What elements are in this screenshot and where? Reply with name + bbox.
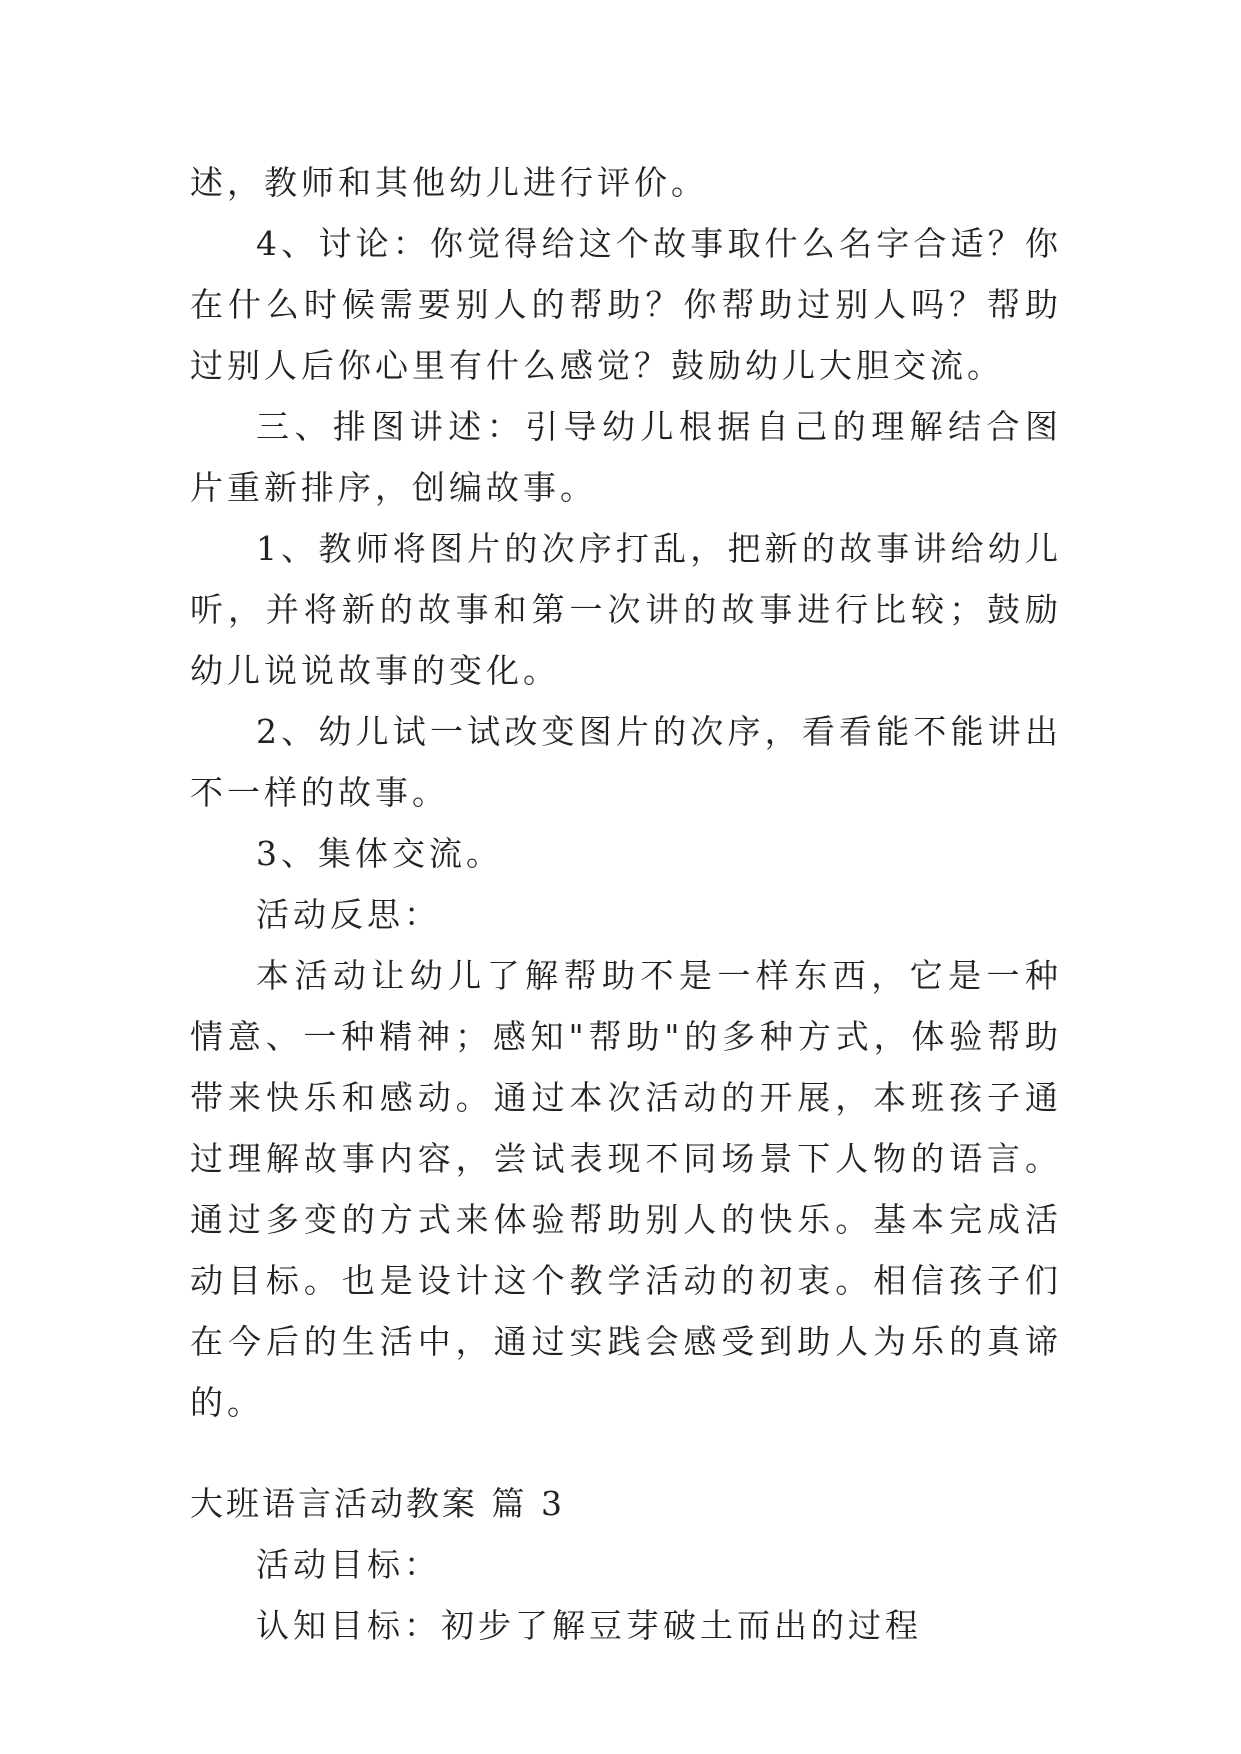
paragraph-discussion: 4、讨论：你觉得给这个故事取什么名字合适？你在什么时候需要别人的帮助？你帮助过别人吗？帮助过别人后你心里有什么感觉？鼓励幼儿大胆交流。 bbox=[190, 224, 1062, 385]
section-heading: 大班语言活动教案 篇 3 bbox=[190, 1484, 565, 1523]
paragraph-step-2: 2、幼儿试一试改变图片的次序，看看能不能讲出不一样的故事。 bbox=[190, 712, 1062, 812]
paragraph-step-3: 3、集体交流。 bbox=[256, 834, 503, 873]
paragraph-reflection-body: 本活动让幼儿了解帮助不是一样东西，它是一种情意、一种精神；感知"帮助"的多种方式，体验帮助带来快乐和感动。通过本次活动的开展，本班孩子通过理解故事内容，尝试表现不同场景下人物的语言。通过多变的方式来体验帮助别人的快乐。基本完成活动目标。也是设计这个教学活动的初衷。相信孩子们在今后的生活中，通过实践会感受到助人为乐的真谛的。 bbox=[190, 956, 1062, 1422]
paragraph-sorting-pictures: 三、排图讲述：引导幼儿根据自己的理解结合图片重新排序，创编故事。 bbox=[190, 407, 1062, 507]
paragraph-goals-label: 活动目标： bbox=[256, 1545, 441, 1584]
paragraph-reflection-label: 活动反思： bbox=[256, 895, 441, 934]
paragraph-step-1: 1、教师将图片的次序打乱，把新的故事讲给幼儿听，并将新的故事和第一次讲的故事进行比较；鼓励幼儿说说故事的变化。 bbox=[190, 529, 1062, 690]
paragraph-continuation: 述，教师和其他幼儿进行评价。 bbox=[190, 163, 708, 202]
paragraph-cognitive-goal: 认知目标：初步了解豆芽破土而出的过程 bbox=[256, 1606, 922, 1645]
document-body bbox=[190, 152, 1062, 1656]
